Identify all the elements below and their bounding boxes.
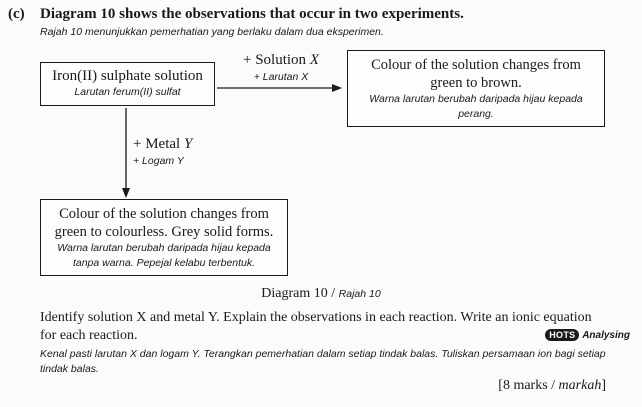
start-box-translation: Larutan ferum(II) sulfat [74, 86, 181, 98]
arrow-down-translation-var: Y [176, 155, 184, 167]
result-box-down [40, 199, 288, 276]
result-right-line1: Colour of the solution changes from [371, 57, 581, 73]
arrow-down-label [133, 136, 192, 153]
result-right-translation-line1: Warna larutan berubah daripada hijau kepada [369, 93, 583, 105]
arrow-down-translation-prefix: + Logam [133, 155, 177, 167]
hots-badge: HOTS [545, 329, 579, 341]
hots-tag [545, 329, 630, 341]
arrow-right-head [332, 84, 342, 92]
result-down-translation-line2: tanpa warna. Pepejal kelabu terbentuk. [72, 257, 256, 269]
diagram-caption [0, 284, 642, 302]
arrow-down-label-prefix: + Metal [133, 136, 184, 152]
marks-close: ] [601, 378, 606, 393]
diagram-caption-separator: / [327, 286, 339, 301]
question-label: (c) [8, 6, 25, 22]
result-down-translation-line1: Warna larutan berubah daripada hijau kepada [57, 242, 271, 254]
arrow-down-head [122, 188, 130, 198]
arrow-down-label-var: Y [183, 136, 193, 152]
task-translation-line1: Kenal pasti larutan X dan logam Y. Terangkan pemerhatian dalam setiap tindak balas. Tuliskan persamaan ion bagi setiap [40, 348, 606, 360]
arrow-down-translation [133, 155, 184, 167]
arrow-right-label-prefix: + Solution [243, 52, 310, 68]
result-box-right [347, 50, 605, 127]
arrow-right-translation-prefix: + Larutan [253, 71, 302, 83]
arrow-right-label-var: X [309, 52, 319, 68]
result-right-translation-line2: perang. [458, 108, 494, 120]
hots-level: Analysing [582, 330, 630, 341]
task-text-line1: Identify solution X and metal Y. Explain the observations in each reaction. Write an ionic equation [40, 310, 592, 325]
marks-translation: markah [558, 378, 602, 393]
result-down-line1: Colour of the solution changes from [59, 206, 269, 222]
result-right-line2: green to brown. [430, 75, 522, 91]
start-box-label: Iron(II) sulphate solution [52, 68, 203, 84]
task-text-line2: for each reaction. [40, 328, 138, 343]
diagram-caption-label: Diagram 10 [261, 286, 328, 301]
marks-allocation [498, 376, 606, 394]
task-translation-line2: tindak balas. [40, 363, 99, 375]
marks-open: [8 marks / [498, 378, 559, 393]
arrow-right-translation-var: X [301, 71, 309, 83]
result-down-line2: green to colourless. Grey solid forms. [54, 224, 274, 240]
question-intro: Diagram 10 shows the observations that occur in two experiments. [40, 6, 464, 22]
question-intro-translation: Rajah 10 menunjukkan pemerhatian yang berlaku dalam dua eksperimen. [40, 26, 384, 38]
diagram-caption-translation: Rajah 10 [338, 288, 381, 300]
